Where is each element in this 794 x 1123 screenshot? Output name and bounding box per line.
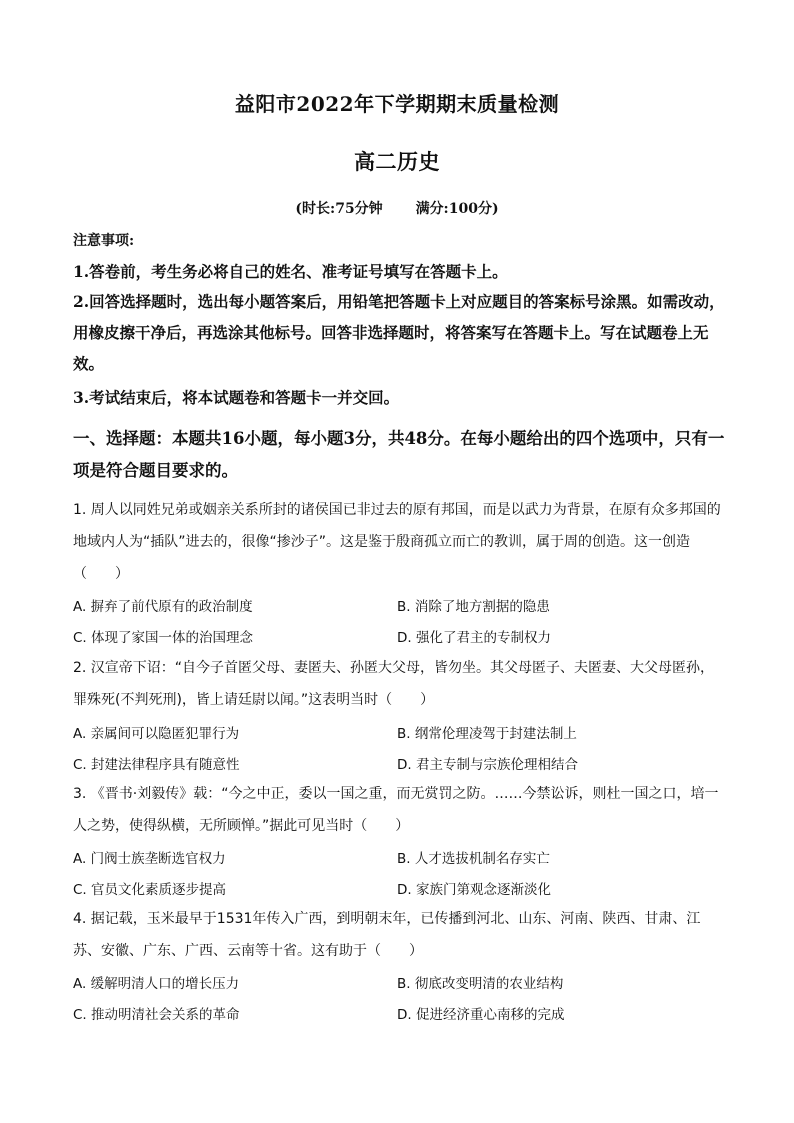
option-b: B. 纲常伦理凌驾于封建法制上: [397, 725, 577, 742]
notice-item-3: 3.考试结束后，将本试题卷和答题卡一并交回。: [73, 388, 400, 407]
duration-text: (时长:75分钟: [295, 201, 383, 217]
option-b: B. 彻底改变明清的农业结构: [397, 975, 564, 992]
exam-title: 益阳市2022年下学期期末质量检测: [234, 92, 560, 116]
question-2: 2. 汉宣帝下诏：“自今子首匿父母、妻匿夫、孙匿大父母，皆勿坐。其父母匿子、夫匿妻、大父母匿孙，罪殊死(不判死刑)，皆上请廷尉以闻。”这表明当时（ ）: [73, 660, 715, 708]
exam-info: [0, 198, 794, 218]
option-d: D. 强化了君主的专制权力: [397, 629, 551, 646]
question-4: 4. 据记载，玉米最早于1531年传入广西，到明朝末年，已传播到河北、山东、河南、陕西、甘肃、江苏、安徽、广东、广西、云南等十省。这有助于（ ）: [73, 911, 701, 959]
subject-title: 高二历史: [354, 149, 440, 174]
option-b: B. 人才选拔机制名存实亡: [397, 850, 550, 867]
option-d: D. 促进经济重心南移的完成: [397, 1006, 565, 1023]
question-3: 3. 《晋书·刘毅传》载：“今之中正，委以一国之重，而无赏罚之防。……今禁讼诉，则杜一国之口，培一人之势，使得纵横，无所顾惮。”据此可见当时（ ）: [73, 786, 719, 834]
option-c: C. 官员文化素质逐步提高: [73, 881, 227, 898]
option-a: A. 摒弃了前代原有的政治制度: [73, 598, 253, 615]
option-c: C. 封建法律程序具有随意性: [73, 756, 240, 773]
notice-item-2: 2.回答选择题时，选出每小题答案后，用铅笔把答题卡上对应题目的答案标号涂黑。如需改动，用橡皮擦干净后，再选涂其他标号。回答非选择题时，将答案写在答题卡上。写在试题卷上无效。: [73, 292, 725, 373]
notice-item-1: 1.答卷前，考生务必将自己的姓名、准考证号填写在答题卡上。: [73, 262, 508, 281]
question-1: 1. 周人以同姓兄弟或姻亲关系所封的诸侯国已非过去的原有邦国，而是以武力为背景，在原有众多邦国的地域内人为“插队”进去的，很像“掺沙子”。这是鉴于殷商孤立而亡的教训，属于周的创造。这一创造（ ）: [73, 502, 721, 582]
option-a: A. 缓解明清人口的增长压力: [73, 975, 240, 992]
question-2-options: [73, 716, 728, 778]
score-text: 满分:100分): [415, 201, 499, 217]
option-a: A. 亲属间可以隐匿犯罪行为: [73, 725, 240, 742]
question-3-options: [73, 841, 728, 903]
option-b: B. 消除了地方割据的隐患: [397, 598, 550, 615]
option-d: D. 家族门第观念逐渐淡化: [397, 881, 551, 898]
option-c: C. 体现了家国一体的治国理念: [73, 629, 254, 646]
option-a: A. 门阀士族垄断选官权力: [73, 850, 226, 867]
notice-heading: 注意事项:: [73, 233, 135, 249]
option-c: C. 推动明清社会关系的革命: [73, 1006, 240, 1023]
question-4-options: [73, 966, 728, 1028]
section-heading: 一、选择题：本题共16小题，每小题3分，共48分。在每小题给出的四个选项中，只有一项是符合题目要求的。: [73, 429, 725, 480]
question-1-options: [73, 589, 728, 651]
option-d: D. 君主专制与宗族伦理相结合: [397, 756, 578, 773]
